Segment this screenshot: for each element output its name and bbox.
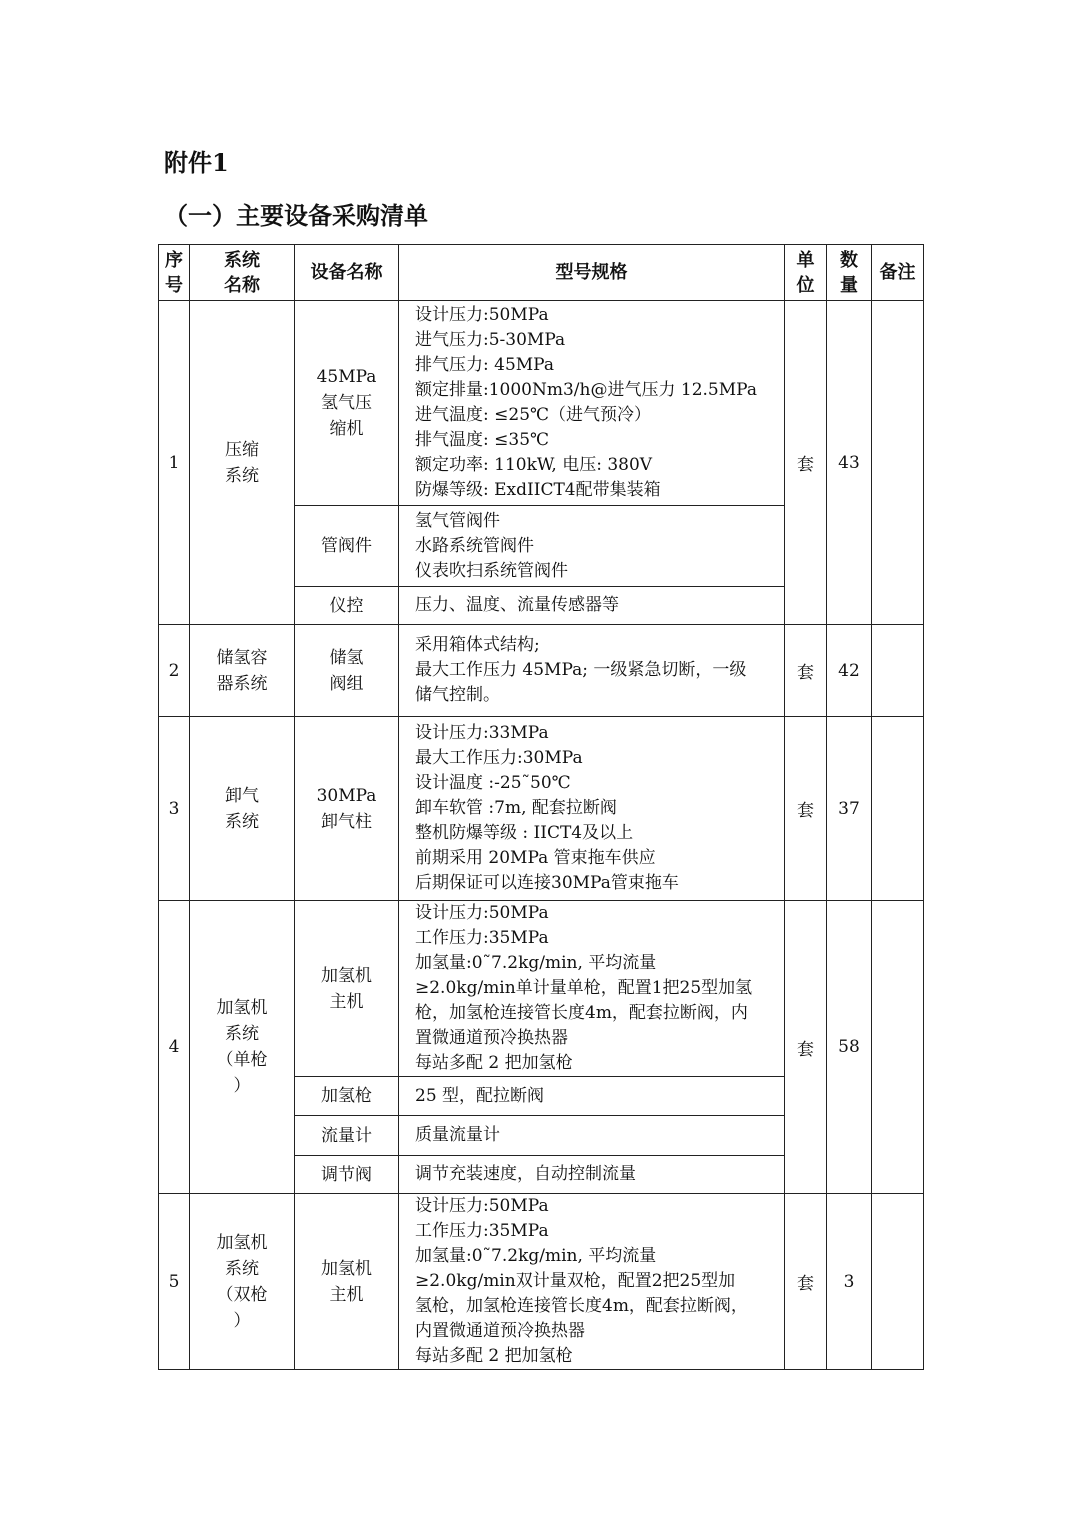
spec-line: 水路系统管阀件 <box>415 535 534 556</box>
remark <box>872 625 924 717</box>
system-name-line: ） <box>233 1076 251 1096</box>
quantity: 42 <box>827 625 872 717</box>
header-text: 名称 <box>224 274 260 296</box>
quantity: 37 <box>827 717 872 901</box>
spec-cell <box>399 1116 785 1156</box>
row-number: 2 <box>159 625 190 717</box>
spec-line: 设计压力:50MPa <box>415 305 549 325</box>
row-number: 1 <box>159 301 190 625</box>
system-name <box>190 901 295 1194</box>
spec-line: 排气压力: 45MPa <box>415 355 554 375</box>
device-name <box>295 1077 399 1116</box>
spec-line: 置微通道预冷换热器 <box>415 1028 568 1048</box>
spec-line: 进气温度: ≤25℃（进气预冷） <box>415 405 652 425</box>
spec-line: ≥2.0kg/min单计量单枪，配置1把25型加氢 <box>415 978 753 998</box>
quantity: 43 <box>827 301 872 625</box>
device-name-line: 储氢 <box>329 647 364 668</box>
spec-line: 最大工作压力:30MPa <box>415 748 583 768</box>
table-row <box>159 717 924 901</box>
system-name-line: 系统 <box>225 811 259 832</box>
spec-line: 整机防爆等级 : IICT4及以上 <box>415 823 634 843</box>
table-row <box>159 625 924 717</box>
header-device: 设备名称 <box>295 245 399 301</box>
spec-cell <box>399 1077 785 1116</box>
system-name-line: 卸气 <box>225 785 259 806</box>
row-number: 5 <box>159 1194 190 1370</box>
spec-line: 内置微通道预冷换热器 <box>415 1321 585 1341</box>
system-name-line: 储氢容 <box>216 647 268 668</box>
device-name-line: 流量计 <box>321 1125 372 1146</box>
spec-line: 设计压力:50MPa <box>415 903 549 923</box>
system-name-line: 加氢机 <box>216 998 268 1018</box>
device-name <box>295 717 399 901</box>
spec-line: 调节充装速度，自动控制流量 <box>415 1164 636 1184</box>
device-name-line: 30MPa <box>316 785 377 806</box>
spec-line: 设计压力:33MPa <box>415 723 549 743</box>
section-title: （一）主要设备采购清单 <box>164 201 428 230</box>
device-name <box>295 901 399 1077</box>
system-name-line: （双枪 <box>216 1284 268 1305</box>
spec-cell <box>399 1194 785 1370</box>
system-name <box>190 1194 295 1370</box>
spec-line: 后期保证可以连接30MPa管束拖车 <box>415 873 679 893</box>
system-name-line: 系统 <box>225 1024 259 1044</box>
row-number: 4 <box>159 901 190 1194</box>
spec-cell <box>399 506 785 587</box>
header-no <box>159 245 190 301</box>
header-text: 序 <box>165 249 183 271</box>
device-name-line: 主机 <box>329 991 364 1012</box>
spec-line: 设计温度 :-25˜50℃ <box>415 773 571 793</box>
spec-line: 加氢量:0˜7.2kg/min, 平均流量 <box>415 953 657 973</box>
spec-line: 进气压力:5-30MPa <box>415 330 566 350</box>
spec-line: 额定功率: 110kW, 电压: 380V <box>415 455 653 475</box>
spec-cell <box>399 1156 785 1194</box>
device-name <box>295 1116 399 1156</box>
device-name-line: 主机 <box>329 1284 364 1305</box>
spec-line: 前期采用 20MPa 管束拖车供应 <box>415 848 656 868</box>
unit: 套 <box>785 301 827 625</box>
device-name <box>295 587 399 625</box>
equipment-table <box>158 244 924 1370</box>
system-name-line: 系统 <box>225 465 259 486</box>
header-text: 号 <box>165 274 183 296</box>
spec-line: 枪，加氢枪连接管长度4m，配套拉断阀，内 <box>415 1003 748 1023</box>
device-name-line: 缩机 <box>329 419 364 439</box>
spec-cell <box>399 625 785 717</box>
device-name <box>295 625 399 717</box>
table-header-row <box>159 245 924 301</box>
header-text: 位 <box>796 274 815 296</box>
spec-line: 氢气管阀件 <box>415 510 500 531</box>
header-qty <box>827 245 872 301</box>
device-name-line: 加氢枪 <box>321 1086 372 1106</box>
spec-line: 加氢量:0˜7.2kg/min, 平均流量 <box>415 1246 657 1266</box>
device-name-line: 阀组 <box>329 673 364 694</box>
spec-line: 压力、温度、流量传感器等 <box>415 595 619 615</box>
header-text: 单 <box>796 249 815 271</box>
spec-line: 工作压力:35MPa <box>415 1221 549 1241</box>
device-name <box>295 1156 399 1194</box>
device-name <box>295 506 399 587</box>
remark <box>872 301 924 625</box>
remark <box>872 901 924 1194</box>
unit: 套 <box>785 625 827 717</box>
spec-line: ≥2.0kg/min双计量双枪，配置2把25型加 <box>415 1271 736 1291</box>
system-name-line: 系统 <box>225 1258 259 1279</box>
system-name <box>190 717 295 901</box>
spec-line: 采用箱体式结构; <box>415 635 540 655</box>
system-name-line: 加氢机 <box>216 1232 268 1253</box>
table-row <box>159 901 924 1077</box>
device-name <box>295 301 399 506</box>
spec-cell <box>399 587 785 625</box>
unit: 套 <box>785 717 827 901</box>
system-name <box>190 301 295 625</box>
spec-line: 储气控制。 <box>415 685 500 705</box>
device-name-line: 氢气压 <box>321 393 372 413</box>
spec-line: 最大工作压力 45MPa; 一级紧急切断，一级 <box>415 660 747 680</box>
header-text: 系统 <box>224 249 260 271</box>
device-name-line: 卸气柱 <box>321 811 372 832</box>
quantity: 3 <box>827 1194 872 1370</box>
header-remark: 备注 <box>872 245 924 301</box>
row-number: 3 <box>159 717 190 901</box>
spec-line: 质量流量计 <box>415 1125 500 1145</box>
spec-cell <box>399 301 785 506</box>
header-system <box>190 245 295 301</box>
device-name-line: 仪控 <box>329 595 364 616</box>
system-name-line: 器系统 <box>216 673 268 694</box>
spec-cell <box>399 717 785 901</box>
system-name-line: ） <box>233 1310 251 1331</box>
spec-line: 工作压力:35MPa <box>415 928 549 948</box>
spec-line: 每站多配 2 把加氢枪 <box>415 1346 573 1366</box>
spec-cell <box>399 901 785 1077</box>
spec-line: 卸车软管 :7m, 配套拉断阀 <box>415 798 617 818</box>
unit: 套 <box>785 901 827 1194</box>
spec-line: 额定排量:1000Nm3/h@进气压力 12.5MPa <box>415 380 757 400</box>
device-name <box>295 1194 399 1370</box>
remark <box>872 1194 924 1370</box>
header-text: 量 <box>840 274 858 296</box>
remark <box>872 717 924 901</box>
header-text: 数 <box>840 249 858 271</box>
quantity: 58 <box>827 901 872 1194</box>
spec-line: 每站多配 2 把加氢枪 <box>415 1053 573 1073</box>
unit: 套 <box>785 1194 827 1370</box>
spec-line: 防爆等级: ExdIICT4配带集装箱 <box>415 480 661 500</box>
table-row <box>159 1194 924 1370</box>
spec-line: 仪表吹扫系统管阀件 <box>415 560 568 581</box>
device-name-line: 调节阀 <box>321 1164 372 1185</box>
header-unit <box>785 245 827 301</box>
spec-line: 排气温度: ≤35℃ <box>415 430 550 450</box>
device-name-line: 加氢机 <box>321 965 372 986</box>
system-name <box>190 625 295 717</box>
system-name-line: （单枪 <box>216 1050 268 1070</box>
device-name-line: 管阀件 <box>321 536 372 556</box>
spec-line: 25 型，配拉断阀 <box>415 1085 545 1106</box>
system-name-line: 压缩 <box>225 439 259 460</box>
device-name-line: 加氢机 <box>321 1258 372 1279</box>
table-row <box>159 301 924 506</box>
spec-line: 设计压力:50MPa <box>415 1196 549 1216</box>
device-name-line: 45MPa <box>316 367 377 387</box>
attachment-label: 附件1 <box>164 148 229 177</box>
header-spec: 型号规格 <box>399 245 785 301</box>
spec-line: 氢枪，加氢枪连接管长度4m，配套拉断阀， <box>415 1296 748 1316</box>
